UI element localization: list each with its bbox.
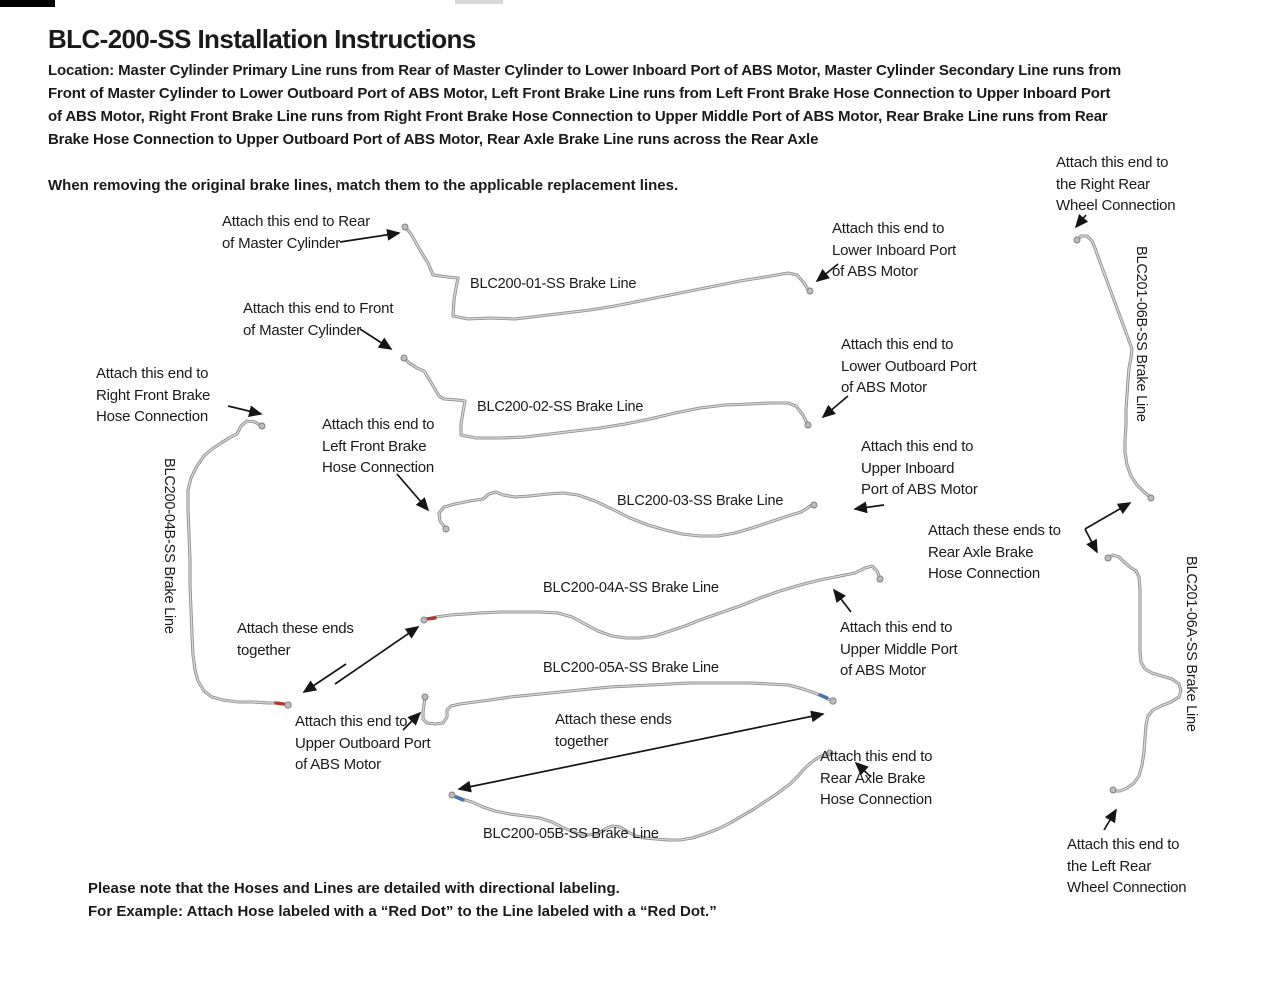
- label-attach-front-master-cylinder: Attach this end to Front of Master Cylinder: [243, 300, 394, 339]
- label-attach-left-front-hose: Attach this end to Left Front Brake Hose Connection: [322, 416, 435, 476]
- arrow-upper-inboard-port: [855, 505, 884, 509]
- label-attach-left-rear-wheel: Attach this end to the Left Rear Wheel Connection: [1067, 836, 1187, 896]
- arrow-right-rear-wheel: [1076, 215, 1086, 227]
- note-line-2: For Example: Attach Hose labeled with a “Red Dot” to the Line labeled with a “Red Dot.”: [88, 903, 717, 920]
- brake-line-blc200-02: [404, 358, 808, 438]
- label-line-blc201-06b: BLC201-06B-SS Brake Line: [1133, 246, 1149, 422]
- blue-dot-band-05a: [820, 695, 827, 698]
- label-line-blc200-04a: BLC200-04A-SS Brake Line: [543, 580, 719, 596]
- arrow-left-front-hose: [397, 474, 428, 510]
- label-line-blc200-04b: BLC200-04B-SS Brake Line: [161, 458, 177, 634]
- label-ends-together-left: Attach these ends together: [237, 620, 354, 659]
- arrow-ends-together-left-a: [304, 664, 346, 692]
- brake-line-blc201-06a: [1108, 555, 1181, 791]
- label-attach-lower-outboard-port: Attach this end to Lower Outboard Port of ABS Motor: [841, 336, 977, 396]
- label-line-blc200-03: BLC200-03-SS Brake Line: [617, 493, 784, 509]
- note-line-1: Please note that the Hoses and Lines are detailed with directional labeling.: [88, 880, 620, 897]
- label-attach-rear-axle-hose: Attach this end to Rear Axle Brake Hose Connection: [820, 748, 933, 808]
- arrow-rear-axle-pair-up: [1085, 503, 1130, 529]
- label-line-blc200-05a: BLC200-05A-SS Brake Line: [543, 660, 719, 676]
- label-line-blc200-05b: BLC200-05B-SS Brake Line: [483, 826, 659, 842]
- red-dot-band-04a: [427, 618, 435, 619]
- label-attach-right-front-hose: Attach this end to Right Front Brake Hose Connection: [96, 365, 211, 425]
- red-dot-band-04b: [276, 703, 284, 704]
- page-title: BLC-200-SS Installation Instructions: [48, 24, 476, 54]
- arrow-rear-axle-pair-down: [1085, 529, 1097, 552]
- label-line-blc201-06a: BLC201-06A-SS Brake Line: [1183, 556, 1199, 732]
- label-attach-rear-master-cylinder: Attach this end to Rear of Master Cylinder: [222, 213, 370, 252]
- intro-text: When removing the original brake lines, match them to the applicable replacement lines.: [48, 177, 679, 194]
- arrow-upper-middle-port: [834, 590, 851, 612]
- arrow-left-rear-wheel: [1104, 810, 1116, 830]
- label-line-blc200-01: BLC200-01-SS Brake Line: [470, 276, 637, 292]
- label-line-blc200-02: BLC200-02-SS Brake Line: [477, 399, 644, 415]
- label-attach-right-rear-wheel: Attach this end to the Right Rear Wheel Connection: [1056, 154, 1176, 214]
- arrow-right-front-hose: [228, 406, 261, 414]
- label-ends-together-mid: Attach these ends together: [555, 711, 672, 750]
- label-attach-rear-axle-pair: Attach these ends to Rear Axle Brake Hose Connection: [928, 522, 1061, 582]
- label-attach-upper-outboard-port: Attach this end to Upper Outboard Port of ABS Motor: [295, 713, 431, 773]
- brake-line-blc200-04a: [427, 566, 880, 638]
- arrow-lower-outboard-port: [823, 396, 848, 417]
- label-attach-upper-middle-port: Attach this end to Upper Middle Port of ABS Motor: [840, 619, 958, 679]
- location-line-1: Location: Master Cylinder Primary Line runs from Rear of Master Cylinder to Lower Inboard Port of ABS Motor, Master Cylinder Secondary Line runs from: [48, 62, 1122, 79]
- brake-line-blc200-01: [405, 227, 809, 319]
- label-attach-upper-inboard-port: Attach this end to Upper Inboard Port of ABS Motor: [861, 438, 978, 498]
- directional-labeling-note: [88, 877, 717, 923]
- location-line-2: Front of Master Cylinder to Lower Outboard Port of ABS Motor, Left Front Brake Line runs from Left Front Brake Hose Connection to Upper Inboard Port: [48, 85, 1111, 102]
- location-line-3: of ABS Motor, Right Front Brake Line runs from Right Front Brake Hose Connection to Upper Middle Port of ABS Motor, Rear Brake Line runs from Rear: [48, 108, 1108, 125]
- location-line-4: Brake Hose Connection to Upper Outboard Port of ABS Motor, Rear Axle Brake Line runs across the Rear Axle: [48, 131, 819, 148]
- label-attach-lower-inboard-port: Attach this end to Lower Inboard Port of ABS Motor: [832, 220, 956, 280]
